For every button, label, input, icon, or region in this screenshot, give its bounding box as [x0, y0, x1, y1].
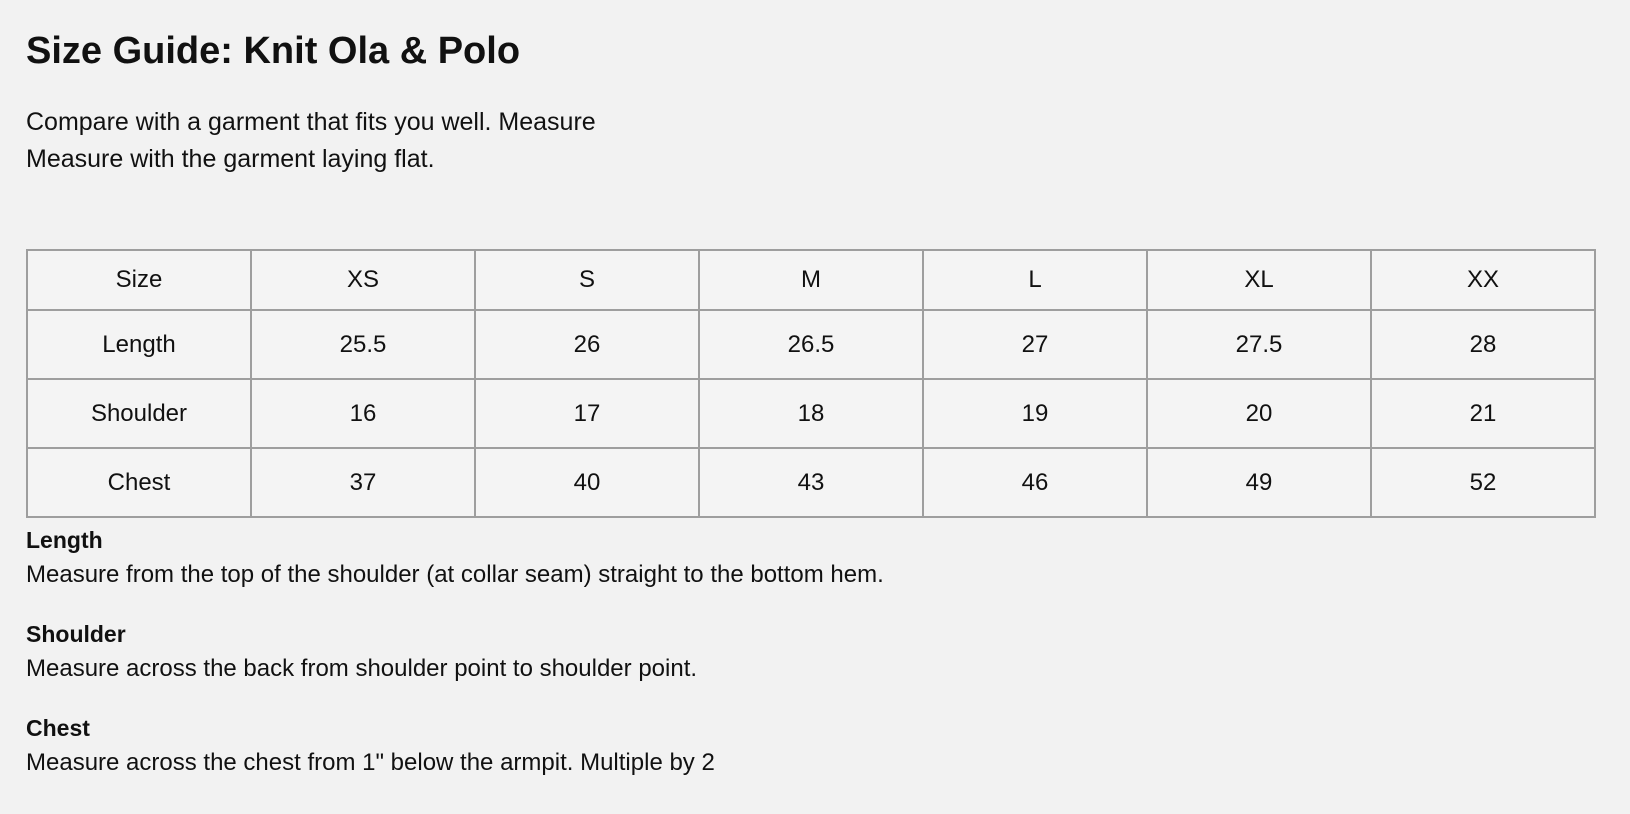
table-header-row: [27, 250, 1595, 310]
header-cell-s: S: [475, 250, 699, 310]
size-guide-page: [26, 28, 1596, 806]
table-cell: 20: [1147, 379, 1371, 448]
header-cell-xs: XS: [251, 250, 475, 310]
table-cell: 40: [475, 448, 699, 517]
header-cell-m: M: [699, 250, 923, 310]
table-cell: 25.5: [251, 310, 475, 379]
table-cell: 21: [1371, 379, 1595, 448]
header-cell-xl: XL: [1147, 250, 1371, 310]
table-cell: 43: [699, 448, 923, 517]
intro-line-1: Compare with a garment that fits you well. Measure: [26, 108, 596, 136]
table-row-shoulder: [27, 379, 1595, 448]
table-cell: 27: [923, 310, 1147, 379]
row-label-chest: Chest: [27, 448, 251, 517]
note-title: Length: [26, 527, 103, 553]
table-cell: 19: [923, 379, 1147, 448]
table-cell: 49: [1147, 448, 1371, 517]
table-cell: 26: [475, 310, 699, 379]
table-cell: 16: [251, 379, 475, 448]
table-cell: 37: [251, 448, 475, 517]
page-title: Size Guide: Knit Ola & Polo: [26, 30, 521, 72]
note-chest: [26, 712, 1596, 780]
table-row-chest: [27, 448, 1595, 517]
header-cell-l: L: [923, 250, 1147, 310]
table-cell: 27.5: [1147, 310, 1371, 379]
table-row-length: [27, 310, 1595, 379]
row-label-length: Length: [27, 310, 251, 379]
note-shoulder: [26, 618, 1596, 686]
note-title: Shoulder: [26, 621, 126, 647]
note-text: Measure from the top of the shoulder (at collar seam) straight to the bottom hem.: [26, 561, 884, 588]
table-cell: 18: [699, 379, 923, 448]
note-text: Measure across the back from shoulder point to shoulder point.: [26, 655, 698, 682]
header-cell-size: Size: [27, 250, 251, 310]
note-length: [26, 524, 1596, 592]
note-title: Chest: [26, 715, 90, 741]
size-table: [26, 249, 1596, 518]
intro-line-2: Measure with the garment laying flat.: [26, 145, 435, 173]
table-cell: 52: [1371, 448, 1595, 517]
table-cell: 26.5: [699, 310, 923, 379]
measurement-notes: [26, 524, 1596, 780]
table-cell: 28: [1371, 310, 1595, 379]
header-cell-xx: XX: [1371, 250, 1595, 310]
note-text: Measure across the chest from 1" below the armpit. Multiple by 2: [26, 749, 715, 776]
table-cell: 46: [923, 448, 1147, 517]
table-cell: 17: [475, 379, 699, 448]
intro-text: [26, 104, 1596, 178]
row-label-shoulder: Shoulder: [27, 379, 251, 448]
